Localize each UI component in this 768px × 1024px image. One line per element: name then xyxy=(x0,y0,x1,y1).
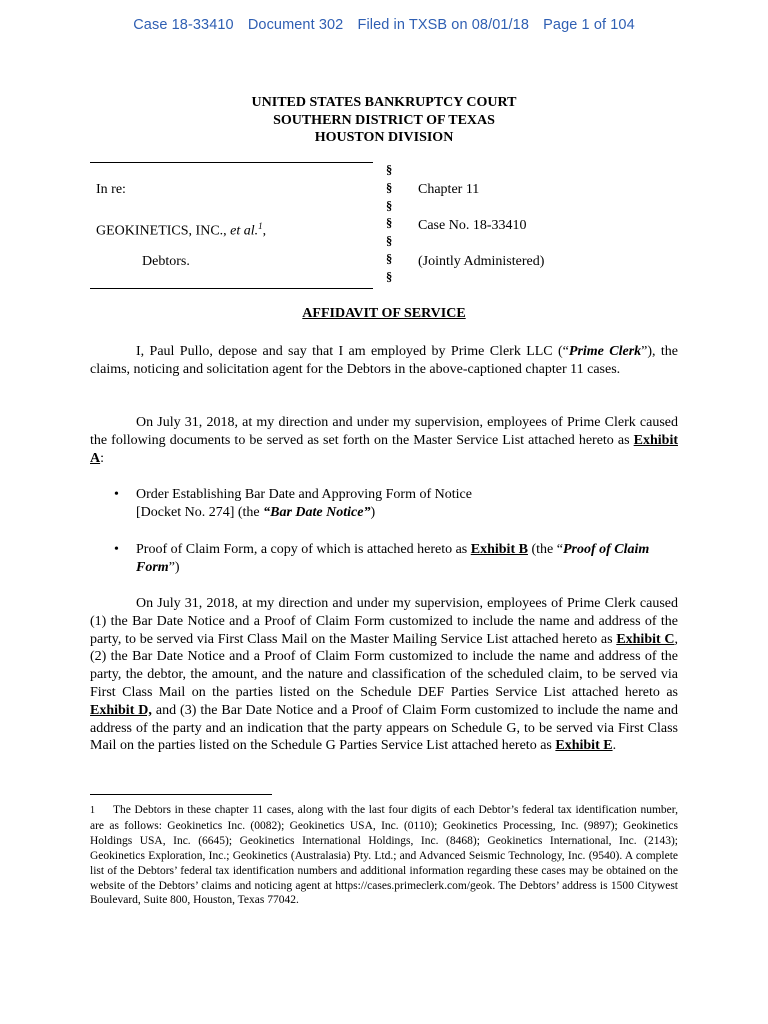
filed-date-header: Filed in TXSB on 08/01/18 xyxy=(357,17,530,33)
jointly-administered-label: (Jointly Administered) xyxy=(418,254,545,269)
bullet-1-text: Order Establishing Bar Date and Approving Form of Notice [Docket No. 274] (the “Bar Date Notice”) xyxy=(136,487,472,520)
document-title: AFFIDAVIT OF SERVICE xyxy=(302,306,466,321)
case-number: Case No. 18-33410 xyxy=(418,218,527,233)
court-district: SOUTHERN DISTRICT OF TEXAS xyxy=(273,112,495,128)
chapter-label: Chapter 11 xyxy=(418,182,480,197)
exhibit-c-ref: Exhibit C xyxy=(616,631,675,647)
footnote xyxy=(90,803,678,908)
footnote-number: 1 xyxy=(90,805,95,816)
case-number-header: Case 18-33410 xyxy=(133,17,234,33)
bullet-2-symbol: • xyxy=(114,542,119,557)
document-number-header: Document 302 xyxy=(247,17,344,33)
footnote-rule xyxy=(90,794,272,795)
paragraph-2: On July 31, 2018, at my direction and under my supervision, employees of Prime Clerk caused the following documents to be served as set forth on the Master Service List attached hereto as Exhibit A: xyxy=(90,415,678,466)
in-re-label: In re: xyxy=(96,182,126,197)
court-division: HOUSTON DIVISION xyxy=(314,130,454,145)
court-name: UNITED STATES BANKRUPTCY COURT xyxy=(251,95,517,110)
bullet-1-symbol: • xyxy=(114,487,119,502)
debtors-label: Debtors. xyxy=(142,254,190,269)
filing-header xyxy=(0,17,768,33)
exhibit-d-ref: Exhibit D, xyxy=(90,702,152,718)
page-number-header: Page 1 of 104 xyxy=(543,17,635,33)
exhibit-b-ref: Exhibit B xyxy=(470,542,528,557)
debtor-name: GEOKINETICS, INC., et al.$^1$, xyxy=(96,221,267,239)
footnote-text: The Debtors in these chapter 11 cases, along with the last four digits of each Debtor’s federal tax identification number, are as follows: Geokinetics Inc. (0082); Geokinetics USA, Inc. (0110); Geokinetics Processing, Inc. (9897); Geokinetics Holdings USA, Inc. (6645); Geokinetics International Holdings, Inc. (8468); Geokinetics International, Inc. (2143); Geokinetics Exploration, Inc.; Geokinetics (Australasia) Pty. Ltd.; and Advanced Seismic Technology, Inc. (9540). A complete list of the Debtors’ federal tax identification numbers and additional information regarding these cases may be obtained on the website of the Debtors’ claims and noticing agent at https://cases.primeclerk.com/geok. The Debtors’ address is 1500 Citywest Boulevard, Suite 800, Houston, Texas 77042. xyxy=(90,804,678,907)
section-symbol-column: § § § § § § § xyxy=(386,163,393,284)
paragraph-3: On July 31, 2018, at my direction and under my supervision, employees of Prime Clerk caused (1) the Bar Date Notice and a Proof of Claim Form customized to include the name and address of the party, to be served via First Class Mail on the Master Mailing Service List attached hereto as Exhibit C, (2) the Bar Date Notice and a Proof of Claim Form customized to include the name and address of the party, the debtor, the amount, and the nature and classification of the scheduled claim, to be served via First Class Mail on the parties listed on the Schedule DEF Parties Service List attached hereto as Exhibit D, and (3) the Bar Date Notice and a Proof of Claim Form customized to include the name and address of the party and an indication that the party appears on Schedule G, to be served via First Class Mail on the parties listed on the Schedule G Parties Service List attached hereto as Exhibit E. xyxy=(90,596,679,754)
exhibit-a-ref: Exhibit A xyxy=(90,432,678,466)
caption-bottom-rule xyxy=(90,288,373,289)
court-name-block xyxy=(0,94,768,147)
caption-top-rule xyxy=(90,162,373,163)
footnote-reference: 1 xyxy=(258,221,263,231)
bullet-2-text: Proof of Claim Form, a copy of which is attached hereto as Exhibit B (the “Proof of Claim Form”) xyxy=(136,542,650,575)
paragraph-1: I, Paul Pullo, depose and say that I am employed by Prime Clerk LLC (“Prime Clerk”), the claims, noticing and solicitation agent for the Debtors in the above-captioned chapter 11 cases. xyxy=(90,344,679,377)
exhibit-e-ref: Exhibit E xyxy=(555,738,613,754)
